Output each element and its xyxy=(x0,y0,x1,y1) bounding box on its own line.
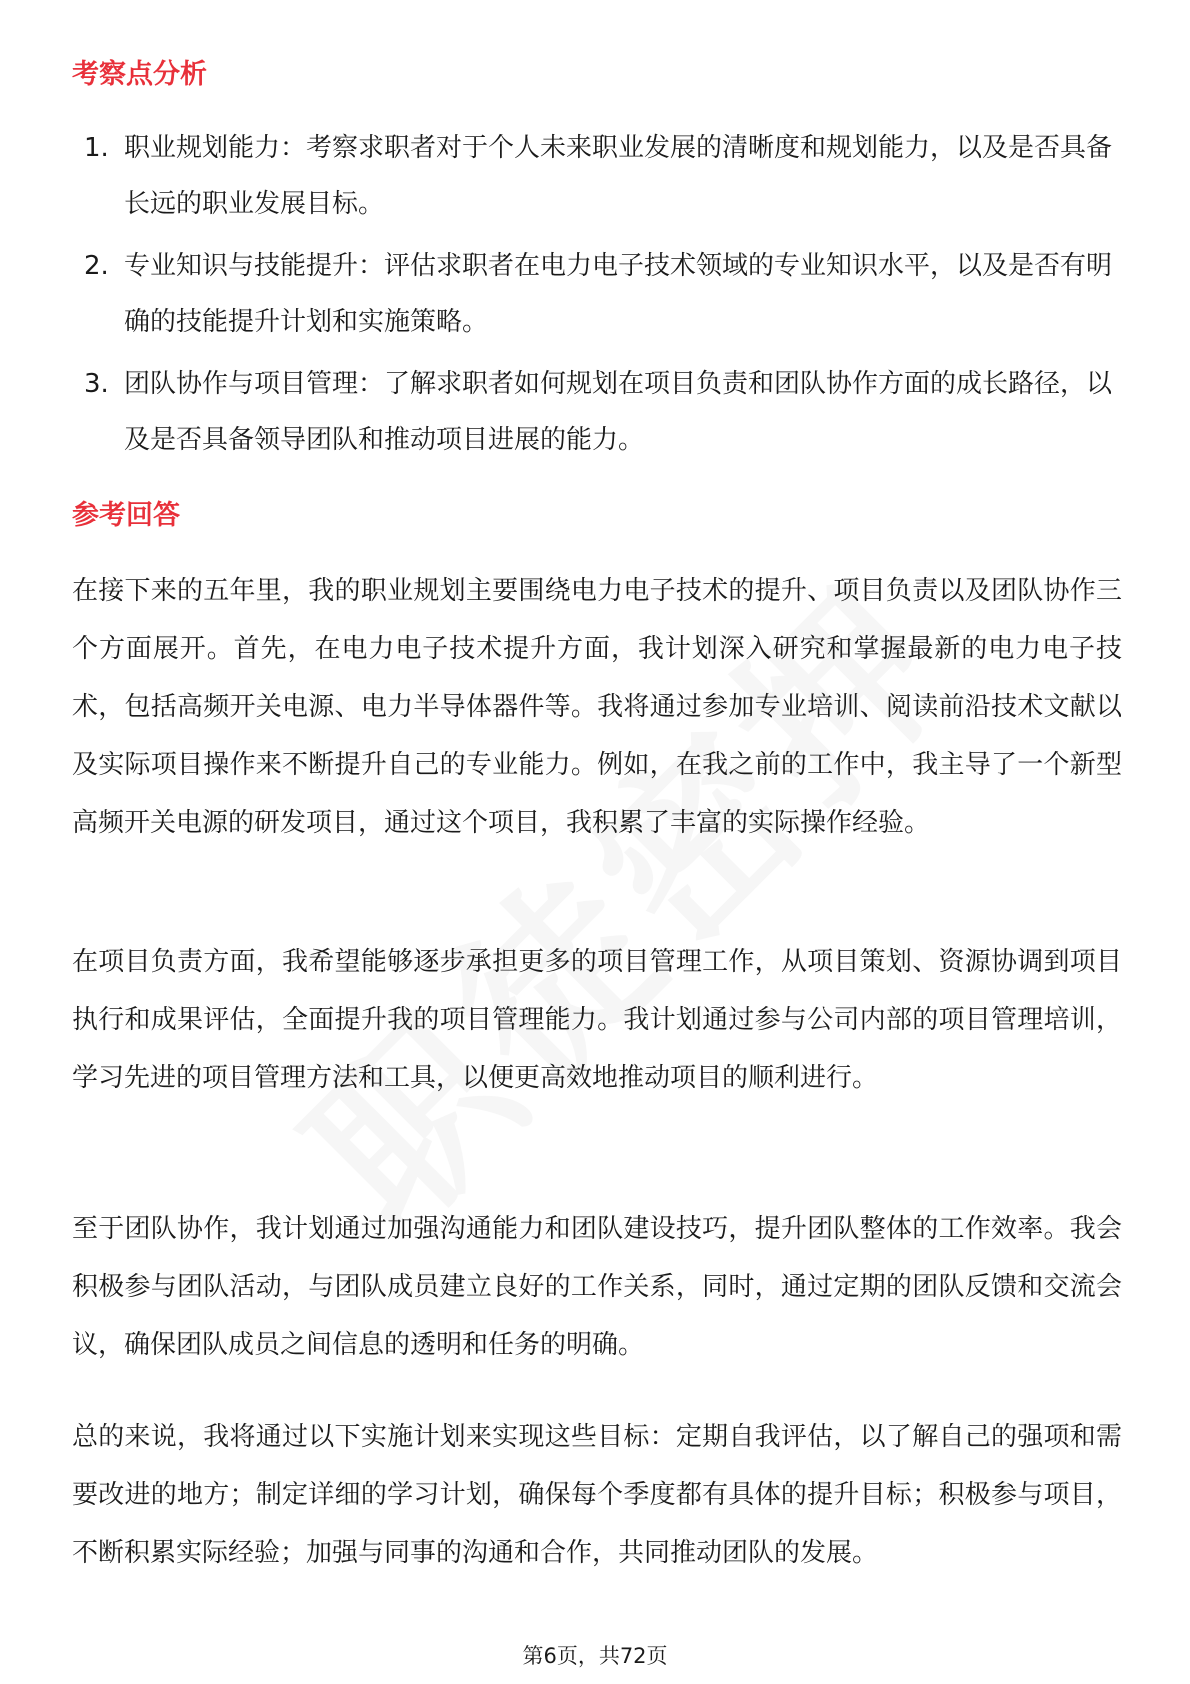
answer-heading: 参考回答 xyxy=(72,500,180,531)
list-item xyxy=(72,356,1122,468)
list-item xyxy=(72,120,1122,232)
answer-paragraph: 在接下来的五年里，我的职业规划主要围绕电力电子技术的提升、项目负责以及团队协作三个方面展开。首先，在电力电子技术提升方面，我计划深入研究和掌握最新的电力电子技术，包括高频开关电源、电力半导体器件等。我将通过参加专业培训、阅读前沿技术文献以及实际项目操作来不断提升自己的专业能力。例如，在我之前的工作中，我主导了一个新型高频开关电源的研发项目，通过这个项目，我积累了丰富的实际操作经验。 xyxy=(72,576,1122,838)
answer-paragraph: 在项目负责方面，我希望能够逐步承担更多的项目管理工作，从项目策划、资源协调到项目执行和成果评估，全面提升我的项目管理能力。我计划通过参与公司内部的项目管理培训，学习先进的项目管理方法和工具，以便更高效地推动项目的顺利进行。 xyxy=(72,947,1122,1093)
list-item-text: 职业规划能力：考察求职者对于个人未来职业发展的清晰度和规划能力，以及是否具备长远的职业发展目标。 xyxy=(124,133,1113,219)
list-item xyxy=(72,238,1122,350)
list-item-number: 2. xyxy=(84,251,109,281)
answer-paragraph: 总的来说，我将通过以下实施计划来实现这些目标：定期自我评估，以了解自己的强项和需要改进的地方；制定详细的学习计划，确保每个季度都有具体的提升目标；积极参与项目，不断积累实际经验；加强与同事的沟通和合作，共同推动团队的发展。 xyxy=(72,1422,1122,1568)
list-item-number: 1. xyxy=(84,133,109,163)
list-item-text: 团队协作与项目管理：了解求职者如何规划在项目负责和团队协作方面的成长路径，以及是否具备领导团队和推动项目进展的能力。 xyxy=(124,369,1113,455)
list-item-text: 专业知识与技能提升：评估求职者在电力电子技术领域的专业知识水平，以及是否有明确的技能提升计划和实施策略。 xyxy=(124,251,1113,337)
list-item-number: 3. xyxy=(84,369,109,399)
page-number: 第6页，共72页 xyxy=(522,1644,668,1668)
analysis-heading: 考察点分析 xyxy=(72,59,207,90)
answer-paragraph: 至于团队协作，我计划通过加强沟通能力和团队建设技巧，提升团队整体的工作效率。我会积极参与团队活动，与团队成员建立良好的工作关系，同时，通过定期的团队反馈和交流会议，确保团队成员之间信息的透明和任务的明确。 xyxy=(72,1214,1122,1360)
analysis-list xyxy=(72,120,1122,474)
